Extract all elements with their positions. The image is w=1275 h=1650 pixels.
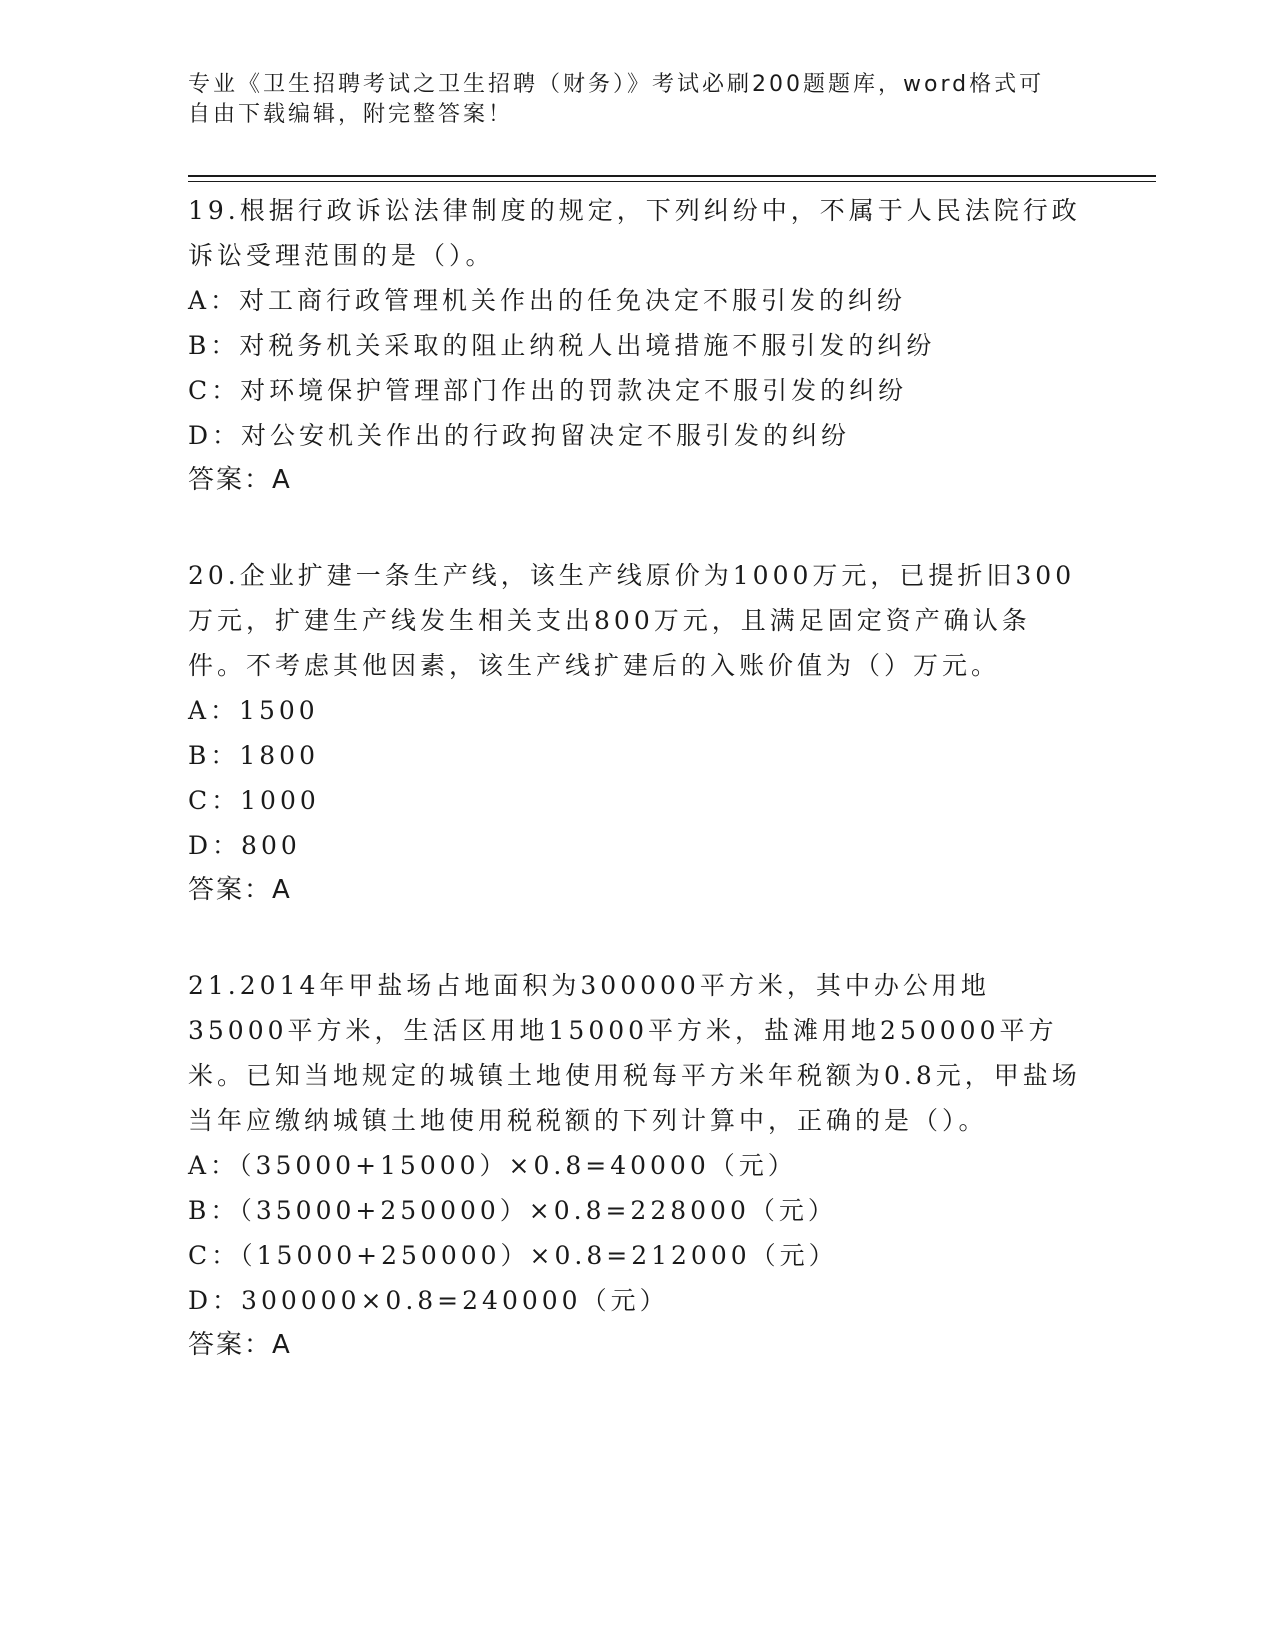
option-c: C：1000 xyxy=(188,786,320,815)
question-stem: 21.2014年甲盐场占地面积为300000平方米，其中办公用地35000平方米，生活区用地15000平方米，盐滩用地250000平方米。已知当地规定的城镇土地使用税每平方米年税额为0.8元，甲盐场当年应缴纳城镇土地使用税税额的下列计算中，正确的是（）。 xyxy=(188,971,1081,1135)
document-header: 专业《卫生招聘考试之卫生招聘（财务）》考试必刷200题题库，word格式可自由下载编辑，附完整答案！ xyxy=(188,72,1045,127)
question-stem: 19.根据行政诉讼法律制度的规定，下列纠纷中，不属于人民法院行政诉讼受理范围的是（）。 xyxy=(188,196,1081,270)
answer: 答案：A xyxy=(188,875,292,905)
header-divider-thick xyxy=(188,175,1156,177)
answer: 答案：A xyxy=(188,1330,292,1360)
question-stem: 20.企业扩建一条生产线，该生产线原价为1000万元，已提折旧300万元，扩建生产线发生相关支出800万元，且满足固定资产确认条件。不考虑其他因素，该生产线扩建后的入账价值为（）万元。 xyxy=(188,561,1076,680)
option-d: D：800 xyxy=(188,831,301,860)
option-b: B：（35000+250000）×0.8=228000（元） xyxy=(188,1196,837,1225)
option-d: D：对公安机关作出的行政拘留决定不服引发的纠纷 xyxy=(188,421,851,450)
question-19 xyxy=(188,188,1088,503)
option-c: C：（15000+250000）×0.8=212000（元） xyxy=(188,1241,838,1270)
question-21 xyxy=(188,963,1088,1368)
option-a: A：1500 xyxy=(188,696,319,725)
header-divider-thin xyxy=(188,181,1156,182)
option-a: A：对工商行政管理机关作出的任免决定不服引发的纠纷 xyxy=(188,286,907,315)
option-a: A：（35000+15000）×0.8=40000（元） xyxy=(188,1151,797,1180)
option-d: D：300000×0.8=240000（元） xyxy=(188,1286,669,1315)
question-20 xyxy=(188,553,1088,913)
option-c: C：对环境保护管理部门作出的罚款决定不服引发的纠纷 xyxy=(188,376,908,405)
option-b: B：对税务机关采取的阻止纳税人出境措施不服引发的纠纷 xyxy=(188,331,936,360)
answer: 答案：A xyxy=(188,465,292,495)
option-b: B：1800 xyxy=(188,741,319,770)
